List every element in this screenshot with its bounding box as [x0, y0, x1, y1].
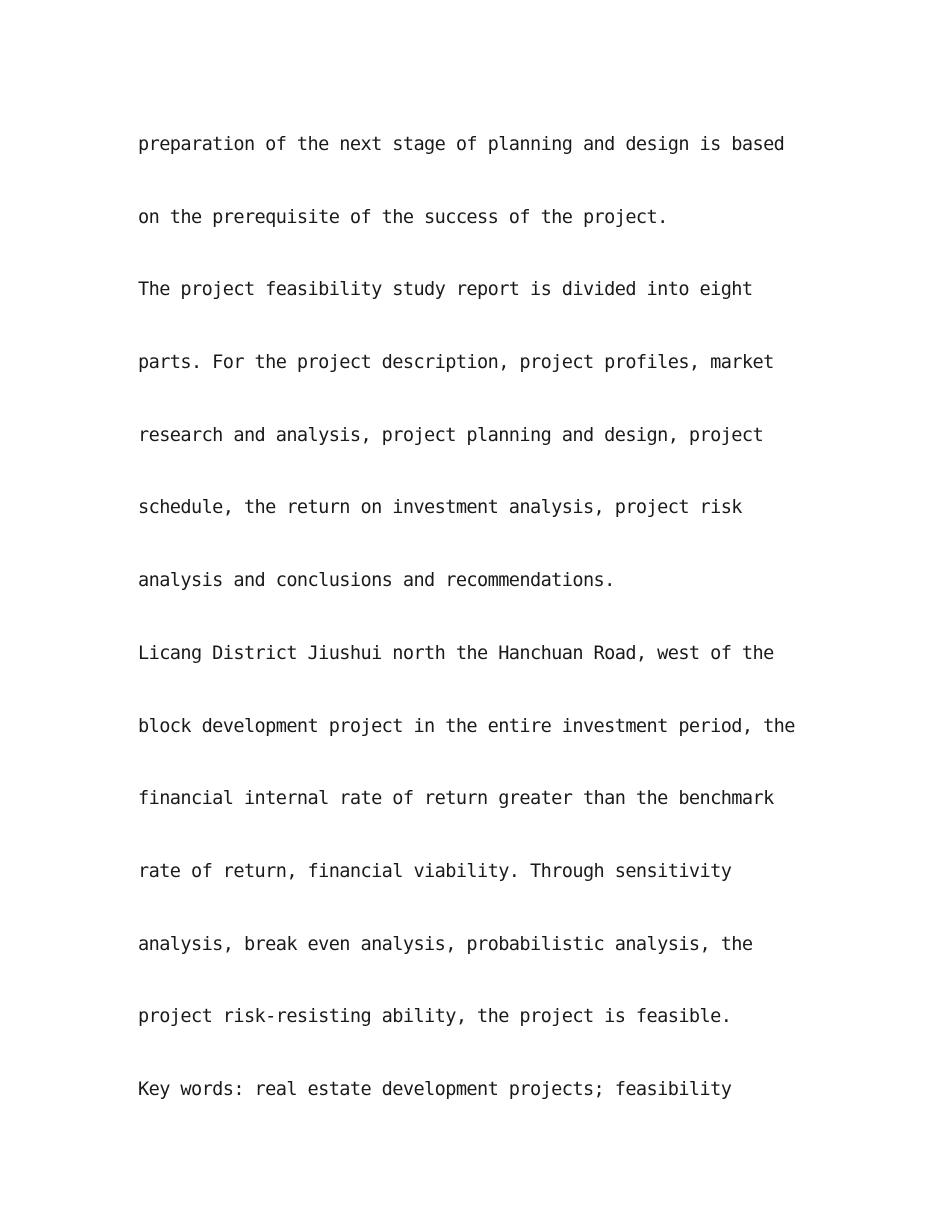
text-line: financial internal rate of return greater than the benchmark	[138, 788, 774, 810]
text-line: The project feasibility study report is divided into eight	[138, 279, 753, 301]
text-line: preparation of the next stage of planning and design is based	[138, 134, 785, 155]
text-line: parts. For the project description, project profiles, market	[138, 352, 774, 374]
keywords-line: Key words: real estate development projects; feasibility	[138, 1078, 732, 1100]
text-line: Licang District Jiushui north the Hanchuan Road, west of the	[138, 642, 774, 664]
body-text	[138, 127, 838, 1145]
text-line: project risk-resisting ability, the project is feasible.	[138, 1006, 732, 1028]
text-line: analysis and conclusions and recommendations.	[138, 570, 615, 592]
text-line: block development project in the entire investment period, the	[138, 715, 795, 737]
text-line: rate of return, financial viability. Through sensitivity	[138, 860, 732, 882]
text-line: schedule, the return on investment analysis, project risk	[138, 497, 742, 519]
text-line: analysis, break even analysis, probabilistic analysis, the	[138, 933, 753, 955]
text-line: research and analysis, project planning and design, project	[138, 424, 764, 446]
text-line: on the prerequisite of the success of the project.	[138, 206, 668, 228]
